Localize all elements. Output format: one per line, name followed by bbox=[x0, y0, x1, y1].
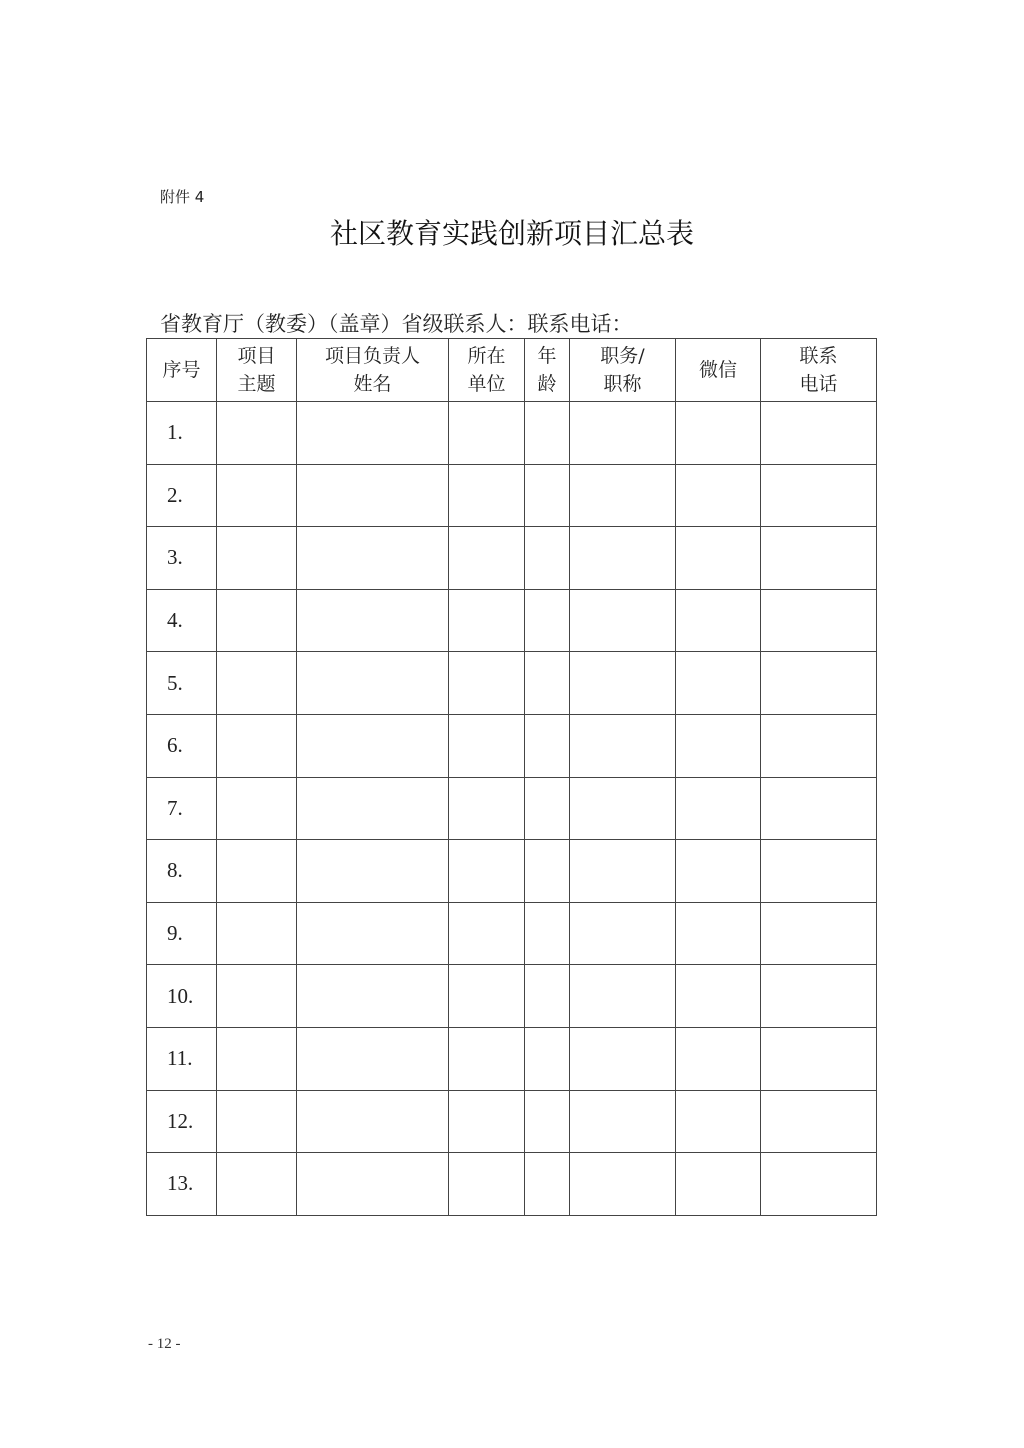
cell-wechat[interactable] bbox=[676, 777, 761, 840]
cell-leader-name[interactable] bbox=[297, 1027, 449, 1090]
header-organization-line2: 单位 bbox=[467, 373, 506, 395]
cell-wechat[interactable] bbox=[676, 527, 761, 590]
header-project-theme-line1: 项目 bbox=[237, 345, 276, 367]
cell-wechat[interactable] bbox=[676, 840, 761, 903]
cell-organization[interactable] bbox=[449, 965, 525, 1028]
cell-organization[interactable] bbox=[449, 1027, 525, 1090]
cell-age[interactable] bbox=[525, 840, 570, 903]
cell-position-title[interactable] bbox=[570, 652, 676, 715]
table-row bbox=[147, 464, 877, 527]
cell-position-title[interactable] bbox=[570, 714, 676, 777]
cell-project-theme[interactable] bbox=[217, 589, 297, 652]
cell-project-theme[interactable] bbox=[217, 840, 297, 903]
cell-leader-name[interactable] bbox=[297, 902, 449, 965]
table-row bbox=[147, 965, 877, 1028]
row-number: 5. bbox=[147, 652, 217, 715]
header-age bbox=[525, 339, 570, 402]
cell-project-theme[interactable] bbox=[217, 464, 297, 527]
cell-organization[interactable] bbox=[449, 589, 525, 652]
cell-organization[interactable] bbox=[449, 1090, 525, 1153]
cell-leader-name[interactable] bbox=[297, 965, 449, 1028]
header-wechat bbox=[676, 339, 761, 402]
cell-position-title[interactable] bbox=[570, 589, 676, 652]
page-title: 社区教育实践创新项目汇总表 bbox=[329, 217, 694, 250]
cell-position-title[interactable] bbox=[570, 1153, 676, 1216]
header-position-title-line1: 职务/ bbox=[600, 345, 645, 367]
contact-line: 省教育厅（教委）（盖章）省级联系人：联系电话： bbox=[160, 312, 633, 336]
cell-age[interactable] bbox=[525, 965, 570, 1028]
row-number: 10. bbox=[147, 965, 217, 1028]
cell-leader-name[interactable] bbox=[297, 714, 449, 777]
cell-wechat[interactable] bbox=[676, 1090, 761, 1153]
summary-table bbox=[146, 338, 877, 1216]
cell-leader-name[interactable] bbox=[297, 1090, 449, 1153]
header-position-title-line2: 职称 bbox=[603, 373, 642, 395]
table-row bbox=[147, 589, 877, 652]
cell-wechat[interactable] bbox=[676, 714, 761, 777]
cell-age[interactable] bbox=[525, 777, 570, 840]
cell-organization[interactable] bbox=[449, 527, 525, 590]
cell-wechat[interactable] bbox=[676, 965, 761, 1028]
row-number: 6. bbox=[147, 714, 217, 777]
table-row bbox=[147, 1027, 877, 1090]
row-number: 9. bbox=[147, 902, 217, 965]
table-row bbox=[147, 902, 877, 965]
row-number: 13. bbox=[147, 1153, 217, 1216]
cell-position-title[interactable] bbox=[570, 402, 676, 465]
cell-position-title[interactable] bbox=[570, 902, 676, 965]
table-row bbox=[147, 777, 877, 840]
cell-age[interactable] bbox=[525, 402, 570, 465]
cell-project-theme[interactable] bbox=[217, 1027, 297, 1090]
cell-wechat[interactable] bbox=[676, 1153, 761, 1216]
row-number: 12. bbox=[147, 1090, 217, 1153]
cell-leader-name[interactable] bbox=[297, 464, 449, 527]
cell-leader-name[interactable] bbox=[297, 777, 449, 840]
header-age-line1: 年 bbox=[537, 345, 557, 367]
header-leader-name-line2: 姓名 bbox=[353, 373, 392, 395]
row-number: 11. bbox=[147, 1027, 217, 1090]
cell-organization[interactable] bbox=[449, 840, 525, 903]
cell-phone[interactable] bbox=[761, 714, 877, 777]
row-number: 1. bbox=[147, 402, 217, 465]
cell-wechat[interactable] bbox=[676, 1027, 761, 1090]
cell-age[interactable] bbox=[525, 527, 570, 590]
cell-wechat[interactable] bbox=[676, 589, 761, 652]
cell-project-theme[interactable] bbox=[217, 777, 297, 840]
cell-organization[interactable] bbox=[449, 902, 525, 965]
header-phone bbox=[761, 339, 877, 402]
cell-phone[interactable] bbox=[761, 777, 877, 840]
cell-age[interactable] bbox=[525, 652, 570, 715]
cell-organization[interactable] bbox=[449, 464, 525, 527]
cell-phone[interactable] bbox=[761, 464, 877, 527]
cell-phone[interactable] bbox=[761, 902, 877, 965]
cell-position-title[interactable] bbox=[570, 965, 676, 1028]
cell-age[interactable] bbox=[525, 1090, 570, 1153]
row-number: 2. bbox=[147, 464, 217, 527]
cell-wechat[interactable] bbox=[676, 902, 761, 965]
header-project-theme-line2: 主题 bbox=[237, 373, 276, 395]
cell-age[interactable] bbox=[525, 589, 570, 652]
cell-project-theme[interactable] bbox=[217, 652, 297, 715]
cell-project-theme[interactable] bbox=[217, 1090, 297, 1153]
cell-project-theme[interactable] bbox=[217, 902, 297, 965]
cell-age[interactable] bbox=[525, 464, 570, 527]
cell-leader-name[interactable] bbox=[297, 652, 449, 715]
page-number: - 12 - bbox=[148, 1336, 181, 1352]
table-header-row bbox=[147, 339, 877, 402]
cell-phone[interactable] bbox=[761, 1153, 877, 1216]
cell-age[interactable] bbox=[525, 1027, 570, 1090]
cell-leader-name[interactable] bbox=[297, 402, 449, 465]
attachment-label: 附件 4 bbox=[160, 188, 205, 206]
cell-project-theme[interactable] bbox=[217, 527, 297, 590]
cell-wechat[interactable] bbox=[676, 464, 761, 527]
header-serial bbox=[147, 339, 217, 402]
header-phone-line1: 联系 bbox=[799, 345, 838, 367]
table-row bbox=[147, 1090, 877, 1153]
cell-project-theme[interactable] bbox=[217, 965, 297, 1028]
cell-phone[interactable] bbox=[761, 589, 877, 652]
row-number: 3. bbox=[147, 527, 217, 590]
table-row bbox=[147, 840, 877, 903]
cell-organization[interactable] bbox=[449, 777, 525, 840]
cell-phone[interactable] bbox=[761, 840, 877, 903]
cell-organization[interactable] bbox=[449, 652, 525, 715]
cell-age[interactable] bbox=[525, 902, 570, 965]
header-phone-line2: 电话 bbox=[799, 373, 838, 395]
cell-organization[interactable] bbox=[449, 402, 525, 465]
row-number: 7. bbox=[147, 777, 217, 840]
header-organization bbox=[449, 339, 525, 402]
cell-age[interactable] bbox=[525, 1153, 570, 1216]
cell-position-title[interactable] bbox=[570, 777, 676, 840]
cell-phone[interactable] bbox=[761, 1090, 877, 1153]
table-row bbox=[147, 652, 877, 715]
cell-wechat[interactable] bbox=[676, 652, 761, 715]
row-number: 4. bbox=[147, 589, 217, 652]
table-row bbox=[147, 1153, 877, 1216]
table-row bbox=[147, 527, 877, 590]
cell-leader-name[interactable] bbox=[297, 589, 449, 652]
header-age-line2: 龄 bbox=[537, 373, 557, 395]
cell-phone[interactable] bbox=[761, 1027, 877, 1090]
table-body bbox=[147, 402, 877, 1216]
header-position-title bbox=[570, 339, 676, 402]
cell-project-theme[interactable] bbox=[217, 1153, 297, 1216]
table-row bbox=[147, 714, 877, 777]
cell-position-title[interactable] bbox=[570, 840, 676, 903]
row-number: 8. bbox=[147, 840, 217, 903]
cell-project-theme[interactable] bbox=[217, 402, 297, 465]
cell-leader-name[interactable] bbox=[297, 527, 449, 590]
header-organization-line1: 所在 bbox=[467, 345, 506, 367]
cell-wechat[interactable] bbox=[676, 402, 761, 465]
cell-organization[interactable] bbox=[449, 1153, 525, 1216]
header-serial-line1: 序号 bbox=[162, 359, 201, 381]
cell-leader-name[interactable] bbox=[297, 1153, 449, 1216]
cell-phone[interactable] bbox=[761, 965, 877, 1028]
header-leader-name bbox=[297, 339, 449, 402]
header-project-theme bbox=[217, 339, 297, 402]
cell-phone[interactable] bbox=[761, 527, 877, 590]
cell-organization[interactable] bbox=[449, 714, 525, 777]
cell-phone[interactable] bbox=[761, 402, 877, 465]
cell-position-title[interactable] bbox=[570, 527, 676, 590]
header-wechat-line1: 微信 bbox=[698, 359, 737, 381]
cell-leader-name[interactable] bbox=[297, 840, 449, 903]
header-leader-name-line1: 项目负责人 bbox=[324, 345, 420, 367]
cell-age[interactable] bbox=[525, 714, 570, 777]
cell-position-title[interactable] bbox=[570, 1027, 676, 1090]
cell-position-title[interactable] bbox=[570, 464, 676, 527]
table-row bbox=[147, 402, 877, 465]
cell-project-theme[interactable] bbox=[217, 714, 297, 777]
cell-phone[interactable] bbox=[761, 652, 877, 715]
cell-position-title[interactable] bbox=[570, 1090, 676, 1153]
